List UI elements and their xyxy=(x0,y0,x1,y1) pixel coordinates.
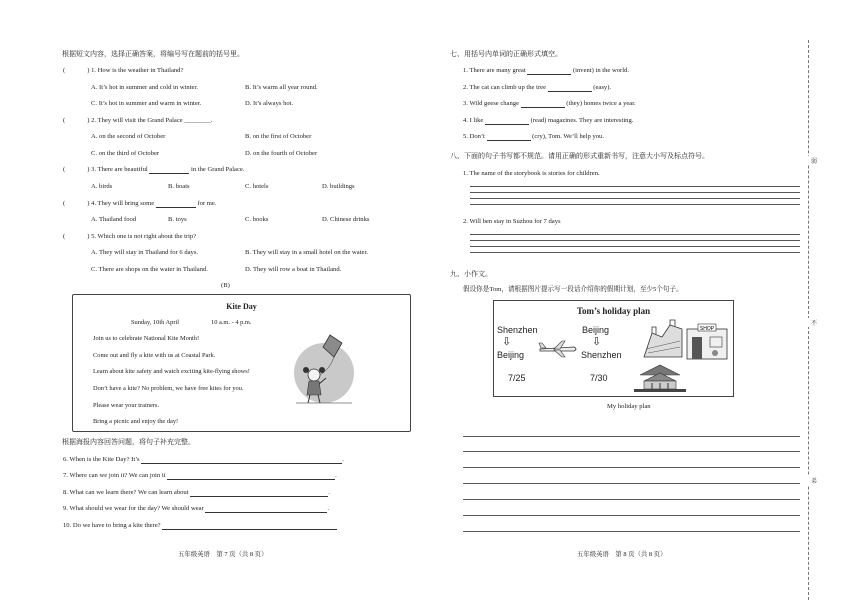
answer-paren-open: ( xyxy=(63,117,66,124)
composition-line[interactable] xyxy=(463,515,800,516)
poster-line: Join us to celebrate National Kite Month! xyxy=(93,335,200,342)
option: A. on the second of October xyxy=(91,133,166,140)
composition-line[interactable] xyxy=(463,483,800,484)
rewrite-item-2: 2. Will ben stay in Suzhou for 7 days xyxy=(463,218,561,225)
word-form-item xyxy=(463,117,633,125)
option: A. They will stay in Thailand for 6 days. xyxy=(91,249,199,256)
option: C. on the third of October xyxy=(91,150,160,157)
item-hint: (they) homes twice a year. xyxy=(564,100,636,107)
plan-date-2: 7/30 xyxy=(590,373,608,383)
item-hint: (invent) in the world. xyxy=(571,67,630,74)
fill-question-text: 8. What can we learn there? We can learn about xyxy=(63,489,191,496)
fill-blank[interactable] xyxy=(149,173,189,174)
kite-day-poster xyxy=(72,294,411,432)
writing-line[interactable] xyxy=(470,204,800,205)
option: D. on the fourth of October xyxy=(245,150,318,157)
answer-line[interactable] xyxy=(190,496,328,497)
option: A. Thailand food xyxy=(91,216,137,223)
question-2 xyxy=(63,117,212,125)
answer-paren-close: ) xyxy=(87,117,90,124)
plan-date-1: 7/25 xyxy=(508,373,526,383)
item-hint: (read) magazines. They are interesting. xyxy=(528,117,634,124)
poster-line: Learn about kite safety and watch exciting kite-flying shows! xyxy=(93,368,250,375)
poster-line: Please wear your trainers. xyxy=(93,402,160,409)
option: B. They will stay in a small hotel on the water. xyxy=(245,249,368,256)
answer-paren-open: ( xyxy=(63,233,66,240)
fill-blank[interactable] xyxy=(156,207,196,208)
poster-line: Bring a picnic and enjoy the day! xyxy=(93,418,179,425)
fill-question-8 xyxy=(63,489,330,497)
answer-paren-close: ) xyxy=(87,200,90,207)
composition-line[interactable] xyxy=(463,499,800,500)
plan-to-city-2: Shenzhen xyxy=(581,350,622,360)
shop-sign-text: SHOP xyxy=(699,326,715,332)
answer-paren-close: ) xyxy=(87,67,90,74)
writing-line[interactable] xyxy=(470,198,800,199)
option: B. toys xyxy=(168,216,187,223)
option: A. It’s hot in summer and cold in winter. xyxy=(91,84,198,91)
section-8-title: 八、下面的句子书写都不规范。请用正确的形式重新书写，注意大小写及标点符号。 xyxy=(450,152,709,160)
page-footer-8: 五年级英语 第 8 页（共 8 页） xyxy=(577,551,667,558)
word-form-item xyxy=(463,67,629,75)
plan-to-city: Beijing xyxy=(497,350,525,360)
option: B. on the first of October xyxy=(245,133,312,140)
question-stem-end: in the Grand Palace. xyxy=(189,166,245,173)
word-form-item xyxy=(463,84,611,92)
holiday-plan-picture xyxy=(493,300,734,397)
writing-line[interactable] xyxy=(470,246,800,247)
item-text: 5. Don’t xyxy=(463,133,487,140)
writing-line[interactable] xyxy=(470,240,800,241)
writing-line[interactable] xyxy=(470,252,800,253)
option: C. hotels xyxy=(245,183,269,190)
question-stem: 5. Which one is not right about the trip? xyxy=(91,233,197,240)
fill-blank[interactable] xyxy=(487,140,531,141)
great-wall-icon xyxy=(642,319,684,359)
composition-line[interactable] xyxy=(463,436,800,437)
question-stem: 3. There are beautiful xyxy=(91,166,150,173)
item-text: 2. The cat can climb up the tree xyxy=(463,84,548,91)
fill-blank[interactable] xyxy=(521,107,565,108)
rewrite-item-1: 1. The name of the storybook is stories for children. xyxy=(463,170,600,177)
answer-paren-open: ( xyxy=(63,200,66,207)
option: D. Chinese drinks xyxy=(322,216,370,223)
option: B. It’s warm all year round. xyxy=(245,84,318,91)
poster-date: Sunday, 10th April xyxy=(131,319,180,326)
composition-prompt: 假设你是Tom，请根据图片提示写一段话介绍你的假期计划，至少5个句子。 xyxy=(463,286,683,293)
fill-question-10 xyxy=(63,522,337,530)
shop-icon xyxy=(684,323,730,361)
answer-paren-open: ( xyxy=(63,67,66,74)
question-stem: 2. They will visit the Grand Palace ________. xyxy=(91,117,213,124)
option: C. It’s hot in summer and warm in winter. xyxy=(91,100,202,107)
girl-flying-kite-illustration xyxy=(290,329,354,409)
airplane-icon xyxy=(538,339,578,359)
down-arrow-icon: ⇩ xyxy=(502,336,512,348)
item-text: 4. I like xyxy=(463,117,485,124)
section-9-title: 九、小作文。 xyxy=(450,270,492,278)
fill-question-6 xyxy=(63,456,344,464)
question-4 xyxy=(63,200,216,208)
option: D. It’s always hot. xyxy=(245,100,294,107)
poster-title: Kite Day xyxy=(226,302,257,311)
fill-blank[interactable] xyxy=(548,91,592,92)
margin-mark: 弱 xyxy=(808,156,820,165)
item-text: 1. There are many great xyxy=(463,67,528,74)
question-3 xyxy=(63,166,244,174)
option: D. They will row a boat in Thailand. xyxy=(245,266,342,273)
plan-caption: My holiday plan xyxy=(607,403,651,410)
poster-line: Don’t have a kite? No problem, we have free kites for you. xyxy=(93,385,244,392)
fill-question-text: 7. Where can we join it? We can join it xyxy=(63,472,168,479)
margin-mark: 弟 xyxy=(808,476,820,485)
tiananmen-icon xyxy=(632,361,688,393)
answer-paren-close: ) xyxy=(87,166,90,173)
poster-time: 10 a.m. - 4 p.m. xyxy=(211,319,252,326)
answer-paren-close: ) xyxy=(87,233,90,240)
question-1 xyxy=(63,67,183,75)
item-hint: (cry), Tom. We’ll help you. xyxy=(530,133,604,140)
fill-question-text: 6. When is the Kite Day? It’s xyxy=(63,456,142,463)
answer-line[interactable] xyxy=(162,529,337,530)
fill-end: . xyxy=(328,489,330,496)
plan-title: Tom’s holiday plan xyxy=(576,306,651,316)
word-form-item xyxy=(463,100,636,108)
writing-line[interactable] xyxy=(470,186,800,187)
option: B. boats xyxy=(168,183,190,190)
option: A. birds xyxy=(91,183,113,190)
fill-end: . xyxy=(335,472,337,479)
fill-question-text: 10. Do we have to bring a kite there? xyxy=(63,522,163,529)
margin-mark: 不 xyxy=(808,318,820,327)
question-stem-end: for me. xyxy=(195,200,217,207)
plan-from-city-2: Beijing xyxy=(582,325,610,335)
option: C. There are shops on the water in Thailand. xyxy=(91,266,208,273)
poster-line: Come out and fly a kite with us at Coastal Park. xyxy=(93,352,216,359)
answer-line[interactable] xyxy=(167,479,335,480)
composition-line[interactable] xyxy=(463,467,800,468)
plan-from-city: Shenzhen xyxy=(497,325,538,335)
option: D. buildings xyxy=(322,183,355,190)
item-text: 3. Wild geese change xyxy=(463,100,521,107)
fill-blank[interactable] xyxy=(527,74,571,75)
answer-line[interactable] xyxy=(205,512,327,513)
fill-end: . xyxy=(342,456,344,463)
poster-instruction: 根据海报内容回答问题，将句子补充完整。 xyxy=(62,438,195,446)
reading-instruction: 根据短文内容，选择正确答案，将编号写在题前的括号里。 xyxy=(62,50,244,58)
question-5 xyxy=(63,233,196,241)
fill-question-9 xyxy=(63,505,329,513)
answer-paren-open: ( xyxy=(63,166,66,173)
answer-line[interactable] xyxy=(141,463,342,464)
down-arrow-icon: ⇩ xyxy=(592,336,602,348)
question-stem: 4. They will bring some xyxy=(91,200,156,207)
fill-end: . xyxy=(327,505,330,512)
page-footer-7: 五年级英语 第 7 页（共 8 页） xyxy=(178,551,268,558)
item-hint: (easy). xyxy=(591,84,612,91)
section-b-label: (B) xyxy=(221,282,230,289)
fill-question-7 xyxy=(63,472,337,480)
writing-line[interactable] xyxy=(470,234,800,235)
composition-line[interactable] xyxy=(463,531,800,532)
section-7-title: 七、用括号内单词的正确形式填空。 xyxy=(450,50,562,58)
fill-question-text: 9. What should we wear for the day? We should wear xyxy=(63,505,206,512)
fill-blank[interactable] xyxy=(485,124,529,125)
question-stem: 1. How is the weather in Thailand? xyxy=(91,67,184,74)
option: C. books xyxy=(245,216,269,223)
composition-line[interactable] xyxy=(463,451,800,452)
word-form-item xyxy=(463,133,604,141)
writing-line[interactable] xyxy=(470,192,800,193)
